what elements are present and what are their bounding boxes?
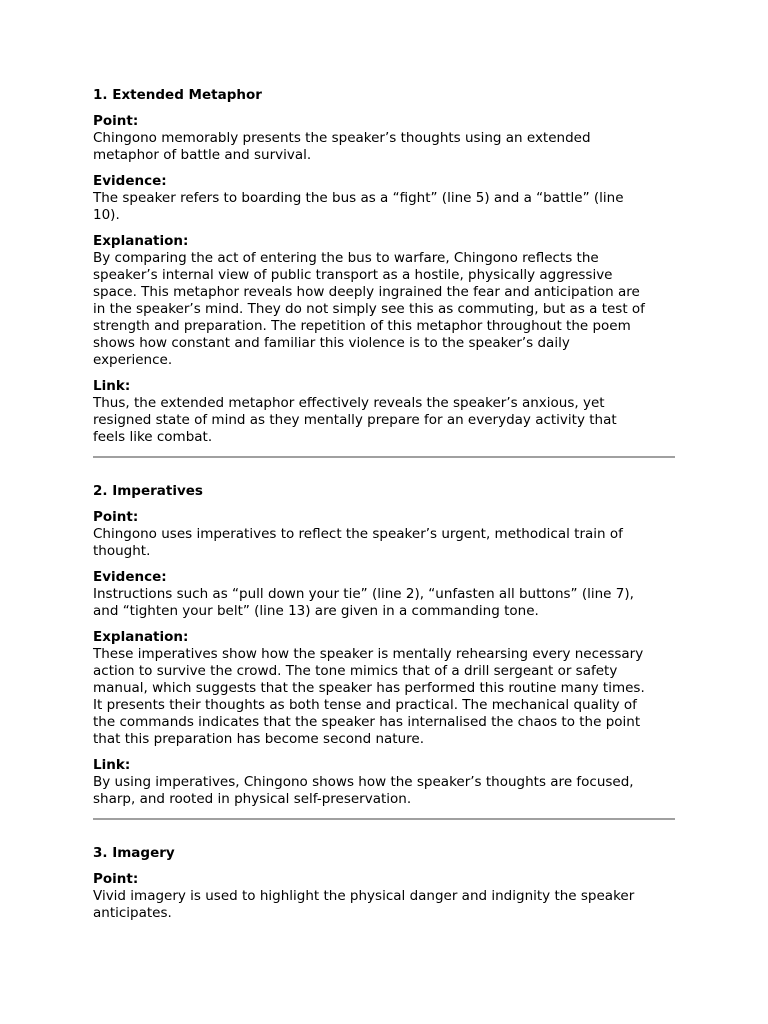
point-text: Chingono memorably presents the speaker’s thoughts using an extended metaphor of battle and survival. (93, 130, 591, 163)
section-extended-metaphor (93, 86, 675, 446)
explanation-text: These imperatives show how the speaker is mentally rehearsing every necessary action to survive the crowd. The tone mimics that of a drill sergeant or safety manual, which suggests that the speaker has performed this routine many times. It presents their thoughts as both tense and practical. The mechanical quality of the commands indicates that the speaker has internalised the chaos to the point that this preparation has become second nature. (93, 646, 645, 747)
document-content (93, 86, 675, 931)
link-block (93, 378, 675, 446)
section-divider (93, 456, 675, 458)
point-label: Point: (93, 871, 139, 887)
explanation-block (93, 629, 675, 748)
evidence-text: Instructions such as “pull down your tie” (line 2), “unfasten all buttons” (line 7), and “tighten your belt” (line 13) are given in a commanding tone. (93, 586, 634, 619)
explanation-block (93, 233, 675, 369)
point-text: Vivid imagery is used to highlight the physical danger and indignity the speaker anticipates. (93, 888, 635, 921)
section-imperatives (93, 482, 675, 808)
explanation-text: By comparing the act of entering the bus to warfare, Chingono reflects the speaker’s internal view of public transport as a hostile, physically aggressive space. This metaphor reveals how deeply ingrained the fear and anticipation are in the speaker’s mind. They do not simply see this as commuting, but as a test of strength and preparation. The repetition of this metaphor throughout the poem shows how constant and familiar this violence is to the speaker’s daily experience. (93, 250, 645, 368)
section-title: 3. Imagery (93, 845, 175, 861)
section-imagery (93, 844, 675, 922)
point-block (93, 509, 675, 560)
point-label: Point: (93, 113, 139, 129)
explanation-label: Explanation: (93, 629, 189, 645)
link-text: Thus, the extended metaphor effectively reveals the speaker’s anxious, yet resigned state of mind as they mentally prepare for an everyday activity that feels like combat. (93, 395, 617, 445)
evidence-label: Evidence: (93, 173, 167, 189)
link-label: Link: (93, 378, 131, 394)
explanation-label: Explanation: (93, 233, 189, 249)
link-block (93, 757, 675, 808)
evidence-text: The speaker refers to boarding the bus as a “fight” (line 5) and a “battle” (line 10). (93, 190, 624, 223)
section-title: 2. Imperatives (93, 483, 203, 499)
point-label: Point: (93, 509, 139, 525)
point-text: Chingono uses imperatives to reflect the speaker’s urgent, methodical train of thought. (93, 526, 623, 559)
point-block (93, 871, 675, 922)
evidence-block (93, 569, 675, 620)
link-label: Link: (93, 757, 131, 773)
link-text: By using imperatives, Chingono shows how the speaker’s thoughts are focused, sharp, and rooted in physical self-preservation. (93, 774, 634, 807)
point-block (93, 113, 675, 164)
evidence-block (93, 173, 675, 224)
section-title: 1. Extended Metaphor (93, 87, 262, 103)
section-divider (93, 818, 675, 820)
evidence-label: Evidence: (93, 569, 167, 585)
